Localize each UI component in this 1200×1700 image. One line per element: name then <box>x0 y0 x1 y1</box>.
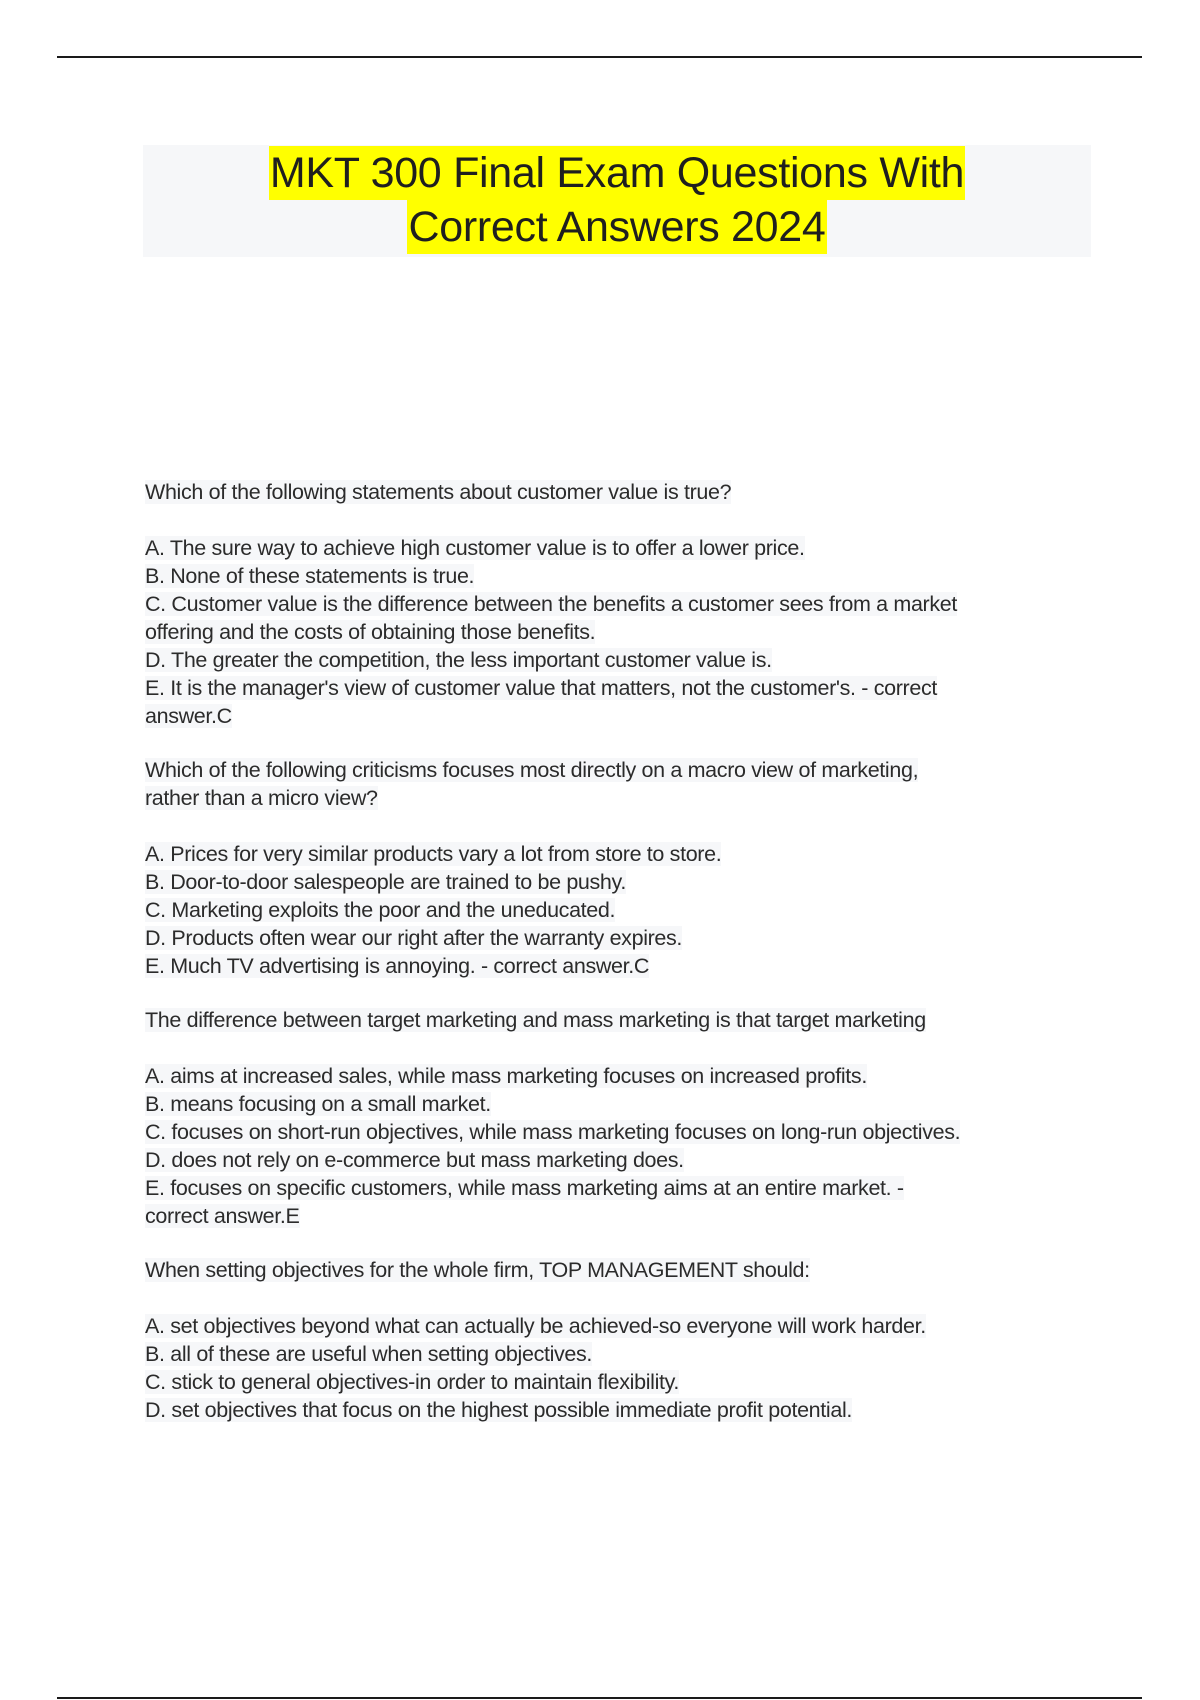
question-text: Which of the following criticisms focuses most directly on a macro view of marketing, <box>145 758 919 782</box>
option-a: A. The sure way to achieve high customer value is to offer a lower price. <box>145 536 805 560</box>
answer-options <box>145 534 1095 730</box>
option-b: B. None of these statements is true. <box>145 564 475 588</box>
document-title-line-1: MKT 300 Final Exam Questions With <box>269 146 965 200</box>
question-text: The difference between target marketing and mass marketing is that target marketing <box>145 1008 926 1032</box>
footer-rule <box>57 1697 1142 1699</box>
question-text: When setting objectives for the whole firm, TOP MANAGEMENT should: <box>145 1258 810 1282</box>
answer-options <box>145 1312 1095 1424</box>
correct-answer: correct answer.E <box>145 1204 300 1228</box>
option-c: C. focuses on short-run objectives, while mass marketing focuses on long-run objectives. <box>145 1120 961 1144</box>
document-title-line-2: Correct Answers 2024 <box>407 200 826 254</box>
option-d: D. The greater the competition, the less important customer value is. <box>145 648 772 672</box>
question-text-continued: rather than a micro view? <box>145 786 378 810</box>
option-e: E. It is the manager's view of customer value that matters, not the customer's. - correct <box>145 676 937 700</box>
question-3 <box>145 1006 1095 1230</box>
option-a: A. Prices for very similar products vary a lot from store to store. <box>145 842 722 866</box>
option-b: B. all of these are useful when setting objectives. <box>145 1342 593 1366</box>
option-d: D. Products often wear our right after the warranty expires. <box>145 926 683 950</box>
question-2 <box>145 756 1095 980</box>
option-b: B. means focusing on a small market. <box>145 1092 491 1116</box>
option-c-continued: offering and the costs of obtaining those benefits. <box>145 620 596 644</box>
option-a: A. aims at increased sales, while mass marketing focuses on increased profits. <box>145 1064 867 1088</box>
option-d: D. set objectives that focus on the highest possible immediate profit potential. <box>145 1398 852 1422</box>
correct-answer: answer.C <box>145 704 232 728</box>
option-c: C. stick to general objectives-in order to maintain flexibility. <box>145 1370 680 1394</box>
option-b: B. Door-to-door salespeople are trained to be pushy. <box>145 870 626 894</box>
question-1 <box>145 478 1095 730</box>
option-a: A. set objectives beyond what can actually be achieved-so everyone will work harder. <box>145 1314 926 1338</box>
answer-options <box>145 840 1095 980</box>
question-text: Which of the following statements about customer value is true? <box>145 480 732 504</box>
document-title-block <box>143 145 1091 257</box>
question-4 <box>145 1256 1095 1424</box>
questions-list <box>145 478 1095 1450</box>
option-e: E. Much TV advertising is annoying. - correct answer.C <box>145 954 650 978</box>
option-e: E. focuses on specific customers, while mass marketing aims at an entire market. - <box>145 1176 904 1200</box>
option-d: D. does not rely on e-commerce but mass marketing does. <box>145 1148 684 1172</box>
option-c: C. Customer value is the difference between the benefits a customer sees from a market <box>145 592 957 616</box>
option-c: C. Marketing exploits the poor and the uneducated. <box>145 898 616 922</box>
header-rule <box>57 56 1142 58</box>
answer-options <box>145 1062 1095 1230</box>
